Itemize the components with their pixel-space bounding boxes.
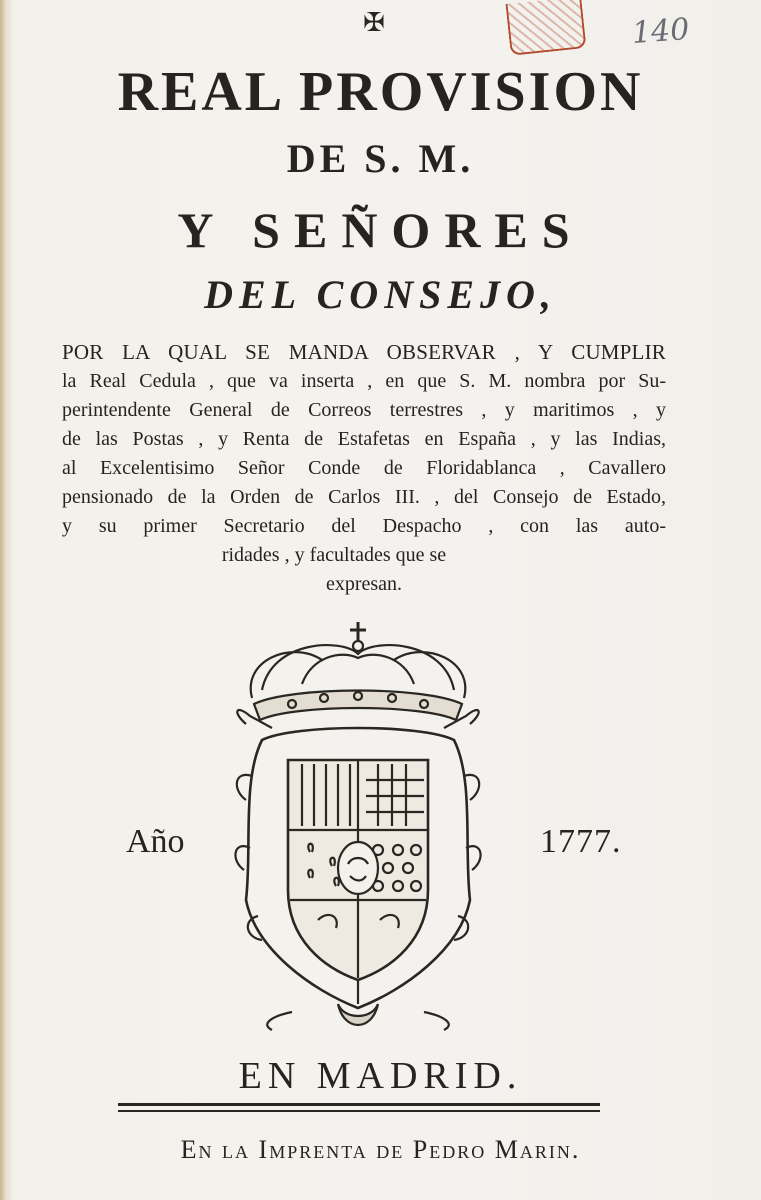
title-line-3: Y SEÑORES xyxy=(177,202,584,258)
divider-rule xyxy=(118,1103,600,1106)
body-line: perintendente General de Correos terrestres , y maritimos , y xyxy=(62,399,666,421)
date-label: Año xyxy=(126,823,185,860)
royal-coat-of-arms-icon xyxy=(232,620,484,1038)
body-line: y su primer Secretario del Despacho , con las auto- xyxy=(62,515,666,537)
imprint-city: EN MADRID. xyxy=(238,1055,523,1097)
body-line: POR LA QUAL SE MANDA OBSERVAR , Y CUMPLIR xyxy=(62,340,666,364)
publication-year: 1777. xyxy=(540,823,622,860)
title-line-1: REAL PROVISION xyxy=(117,61,644,123)
library-stamp-icon xyxy=(505,0,586,56)
imprint-printer: En la Imprenta de Pedro Marin. xyxy=(180,1135,581,1164)
body-line: al Excelentisimo Señor Conde de Floridablanca , Cavallero xyxy=(62,457,666,479)
body-line: la Real Cedula , que va inserta , en que S. M. nombra por Su- xyxy=(62,370,666,392)
handwritten-folio-number: 140 xyxy=(630,12,691,51)
description-paragraph xyxy=(62,338,666,599)
body-line: ridades , y facultades que se xyxy=(221,544,447,566)
cross-ornament-icon: ✠ xyxy=(363,8,385,37)
body-line: pensionado de la Orden de Carlos III. , del Consejo de Estado, xyxy=(62,486,666,508)
body-line: expresan. xyxy=(325,573,403,595)
title-line-4: DEL CONSEJO, xyxy=(204,272,557,317)
divider-rule xyxy=(118,1110,600,1112)
title-line-2: DE S. M. xyxy=(286,136,475,181)
body-line: de las Postas , y Renta de Estafetas en España , y las Indias, xyxy=(62,428,666,450)
